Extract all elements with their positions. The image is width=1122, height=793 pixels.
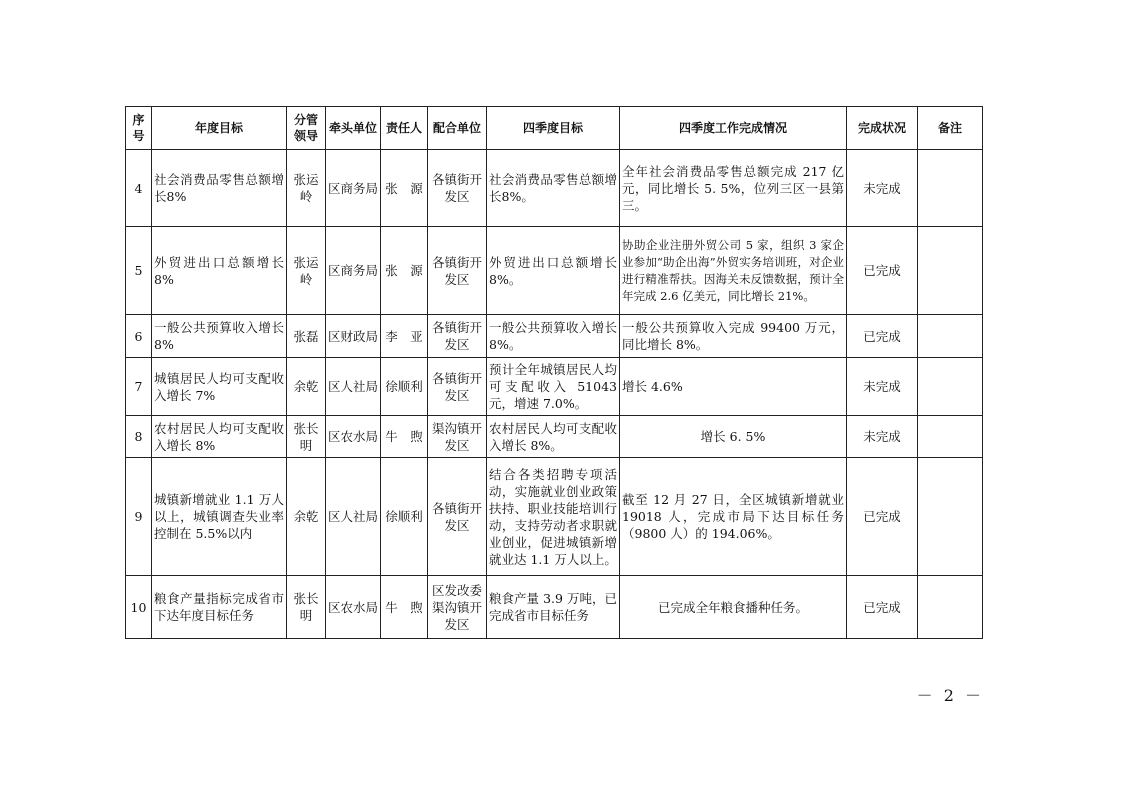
row-no: 7 — [126, 358, 152, 416]
header-note: 备注 — [918, 107, 983, 150]
row-q4-status: 增长 4.6% — [620, 358, 847, 416]
row-coop-unit: 各镇街开发区 — [428, 358, 487, 416]
row-q4-goal: 预计全年城镇居民人均可支配收入 51043 元，增速 7.0%。 — [487, 358, 620, 416]
row-leader: 张运岭 — [287, 227, 326, 315]
row-annual-goal: 城镇新增就业 1.1 万人以上，城镇调查失业率控制在 5.5%以内 — [152, 458, 287, 576]
row-leader: 张长明 — [287, 416, 326, 458]
row-owner: 牛 煦 — [381, 416, 428, 458]
work-progress-table — [125, 106, 983, 639]
header-no: 序号 — [126, 107, 152, 150]
row-q4-status: 增长 6. 5% — [620, 416, 847, 458]
row-owner: 李 亚 — [381, 315, 428, 358]
table-header-row — [126, 107, 983, 150]
row-lead-unit: 区农水局 — [326, 416, 381, 458]
row-note — [918, 150, 983, 227]
row-q4-status: 一般公共预算收入完成 99400 万元，同比增长 8%。 — [620, 315, 847, 358]
row-no: 8 — [126, 416, 152, 458]
row-q4-status: 协助企业注册外贸公司 5 家，组织 3 家企业参加“助企出海”外贸实务培训班，对企业进行精准帮扶。因海关未反馈数据，预计全年完成 2.6 亿美元，同比增长 21%。 — [620, 227, 847, 315]
row-completion: 已完成 — [847, 576, 918, 639]
row-owner: 张 源 — [381, 227, 428, 315]
row-q4-goal: 结合各类招聘专项活动，实施就业创业政策扶持、职业技能培训行动，支持劳动者求职就业创业，促进城镇新增就业达 1.1 万人以上。 — [487, 458, 620, 576]
row-coop-unit: 各镇街开发区 — [428, 150, 487, 227]
row-no: 4 — [126, 150, 152, 227]
row-annual-goal: 粮食产量指标完成省市下达年度目标任务 — [152, 576, 287, 639]
row-annual-goal: 一般公共预算收入增长 8% — [152, 315, 287, 358]
table-row — [126, 576, 983, 639]
row-note — [918, 315, 983, 358]
row-leader: 余乾 — [287, 458, 326, 576]
row-q4-goal: 粮食产量 3.9 万吨，已完成省市目标任务 — [487, 576, 620, 639]
row-leader: 张运岭 — [287, 150, 326, 227]
row-completion: 未完成 — [847, 358, 918, 416]
row-owner: 徐顺利 — [381, 358, 428, 416]
table-row — [126, 416, 983, 458]
row-owner: 徐顺利 — [381, 458, 428, 576]
header-annual-goal: 年度目标 — [152, 107, 287, 150]
row-completion: 已完成 — [847, 458, 918, 576]
table-row — [126, 315, 983, 358]
row-note — [918, 358, 983, 416]
row-lead-unit: 区财政局 — [326, 315, 381, 358]
header-owner: 责任人 — [381, 107, 428, 150]
row-lead-unit: 区商务局 — [326, 150, 381, 227]
row-q4-goal: 社会消费品零售总额增长8%。 — [487, 150, 620, 227]
row-lead-unit: 区人社局 — [326, 358, 381, 416]
row-q4-status: 全年社会消费品零售总额完成 217 亿元，同比增长 5. 5%，位列三区一县第三。 — [620, 150, 847, 227]
row-q4-goal: 一般公共预算收入增长 8%。 — [487, 315, 620, 358]
table-row — [126, 358, 983, 416]
row-leader: 余乾 — [287, 358, 326, 416]
header-q4-status: 四季度工作完成情况 — [620, 107, 847, 150]
row-q4-status: 截至 12 月 27 日，全区城镇新增就业 19018 人，完成市局下达目标任务（9800 人）的 194.06%。 — [620, 458, 847, 576]
table-row — [126, 227, 983, 315]
row-lead-unit: 区农水局 — [326, 576, 381, 639]
row-q4-goal: 农村居民人均可支配收入增长 8%。 — [487, 416, 620, 458]
header-completion: 完成状况 — [847, 107, 918, 150]
table-row — [126, 458, 983, 576]
row-completion: 已完成 — [847, 227, 918, 315]
header-lead-unit: 牵头单位 — [326, 107, 381, 150]
table-row — [126, 150, 983, 227]
row-q4-status: 已完成全年粮食播种任务。 — [620, 576, 847, 639]
row-q4-goal: 外贸进出口总额增长8%。 — [487, 227, 620, 315]
row-completion: 未完成 — [847, 416, 918, 458]
row-completion: 已完成 — [847, 315, 918, 358]
row-note — [918, 227, 983, 315]
row-owner: 张 源 — [381, 150, 428, 227]
row-note — [918, 458, 983, 576]
header-leader: 分管领导 — [287, 107, 326, 150]
page-number: － 2 － — [916, 686, 984, 705]
row-note — [918, 416, 983, 458]
row-no: 9 — [126, 458, 152, 576]
row-leader: 张长明 — [287, 576, 326, 639]
row-no: 6 — [126, 315, 152, 358]
row-leader: 张磊 — [287, 315, 326, 358]
row-no: 5 — [126, 227, 152, 315]
row-coop-unit: 各镇街开发区 — [428, 458, 487, 576]
row-owner: 牛 煦 — [381, 576, 428, 639]
row-annual-goal: 城镇居民人均可支配收入增长 7% — [152, 358, 287, 416]
row-lead-unit: 区商务局 — [326, 227, 381, 315]
header-q4-goal: 四季度目标 — [487, 107, 620, 150]
row-coop-unit: 渠沟镇开发区 — [428, 416, 487, 458]
row-annual-goal: 外贸进出口总额增长8% — [152, 227, 287, 315]
row-note — [918, 576, 983, 639]
row-lead-unit: 区人社局 — [326, 458, 381, 576]
row-coop-unit: 各镇街开发区 — [428, 315, 487, 358]
row-coop-unit: 各镇街开发区 — [428, 227, 487, 315]
row-completion: 未完成 — [847, 150, 918, 227]
row-coop-unit: 区发改委渠沟镇开发区 — [428, 576, 487, 639]
header-coop-unit: 配合单位 — [428, 107, 487, 150]
row-annual-goal: 社会消费品零售总额增长8% — [152, 150, 287, 227]
row-no: 10 — [126, 576, 152, 639]
row-annual-goal: 农村居民人均可支配收入增长 8% — [152, 416, 287, 458]
